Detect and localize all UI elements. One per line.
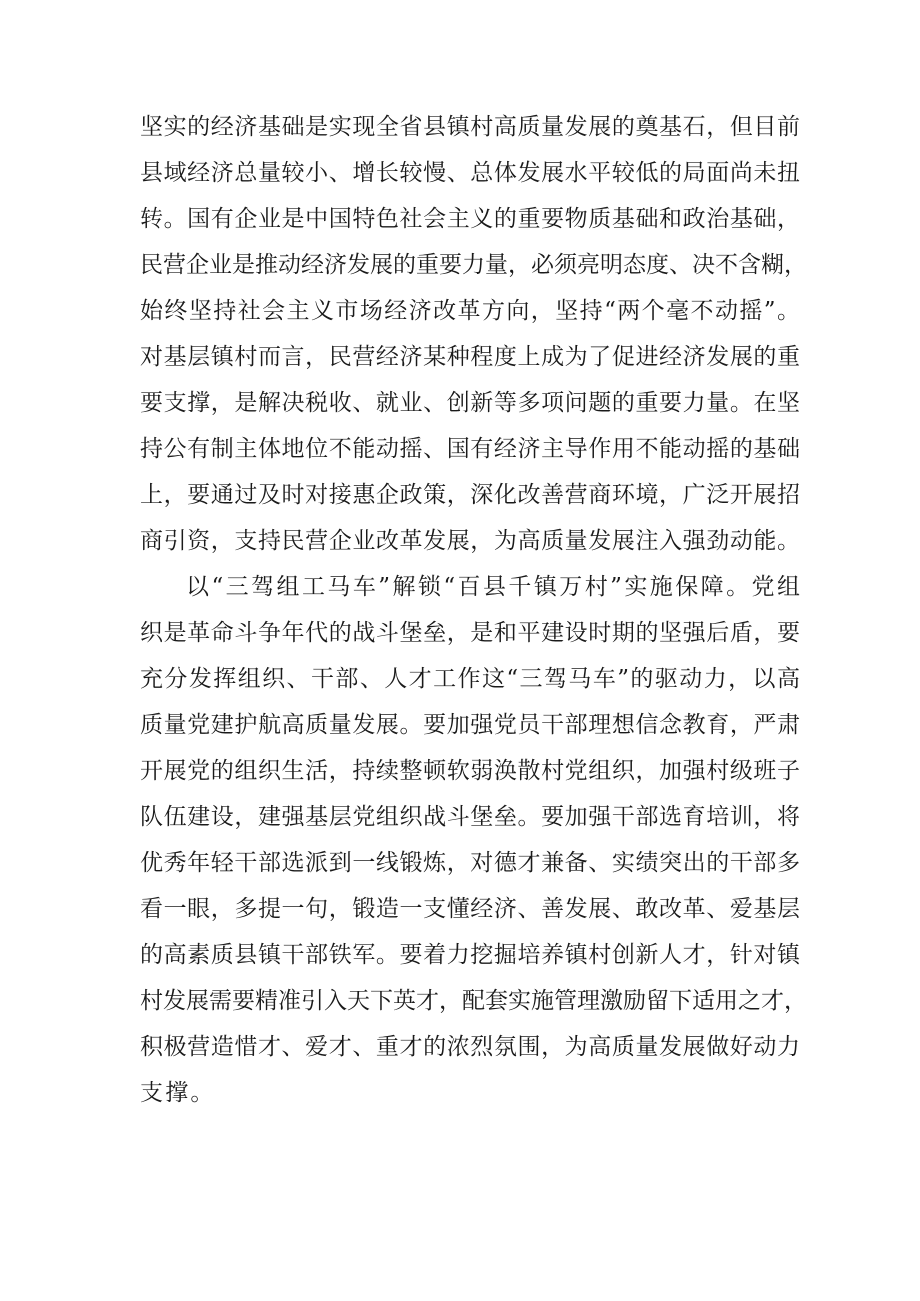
text-line: 质量党建护航高质量发展。要加强党员干部理想信念教育，严肃 (140, 712, 800, 738)
text-line: 村发展需要精准引入天下英才，配套实施管理激励留下适用之才， (140, 988, 807, 1014)
text-line: 的高素质县镇干部铁军。要着力挖掘培养镇村创新人才，针对镇 (140, 942, 800, 968)
text-line: 队伍建设，建强基层党组织战斗堡垒。要加强干部选育培训，将 (140, 804, 800, 830)
text-line: 以“三驾组工马车”解锁“百县千镇万村”实施保障。党组 (186, 574, 800, 600)
text-line: 织是革命斗争年代的战斗堡垒，是和平建设时期的坚强后盾，要 (140, 620, 800, 646)
text-line: 对基层镇村而言，民营经济某种程度上成为了促进经济发展的重 (140, 344, 800, 370)
text-line: 开展党的组织生活，持续整顿软弱涣散村党组织，加强村级班子 (140, 758, 800, 784)
text-line: 始终坚持社会主义市场经济改革方向，坚持“两个毫不动摇”。 (140, 298, 800, 324)
text-line: 支撑。 (140, 1080, 216, 1106)
text-line: 商引资，支持民营企业改革发展，为高质量发展注入强劲动能。 (140, 528, 800, 554)
text-line: 充分发挥组织、干部、人才工作这“三驾马车”的驱动力，以高 (140, 666, 800, 692)
text-line: 民营企业是推动经济发展的重要力量，必须亮明态度、决不含糊， (140, 252, 807, 278)
text-line: 县域经济总量较小、增长较慢、总体发展水平较低的局面尚未扭 (140, 160, 800, 186)
text-line: 坚实的经济基础是实现全省县镇村高质量发展的奠基石，但目前 (140, 114, 800, 140)
text-line: 上，要通过及时对接惠企政策，深化改善营商环境，广泛开展招 (140, 482, 800, 508)
text-line: 优秀年轻干部选派到一线锻炼，对德才兼备、实绩突出的干部多 (140, 850, 800, 876)
text-line: 看一眼，多提一句，锻造一支懂经济、善发展、敢改革、爱基层 (140, 896, 800, 922)
text-line: 要支撑，是解决税收、就业、创新等多项问题的重要力量。在坚 (140, 390, 800, 416)
text-line: 积极营造惜才、爱才、重才的浓烈氛围，为高质量发展做好动力 (140, 1034, 800, 1060)
text-line: 持公有制主体地位不能动摇、国有经济主导作用不能动摇的基础 (140, 436, 800, 462)
text-line: 转。国有企业是中国特色社会主义的重要物质基础和政治基础， (140, 206, 800, 232)
